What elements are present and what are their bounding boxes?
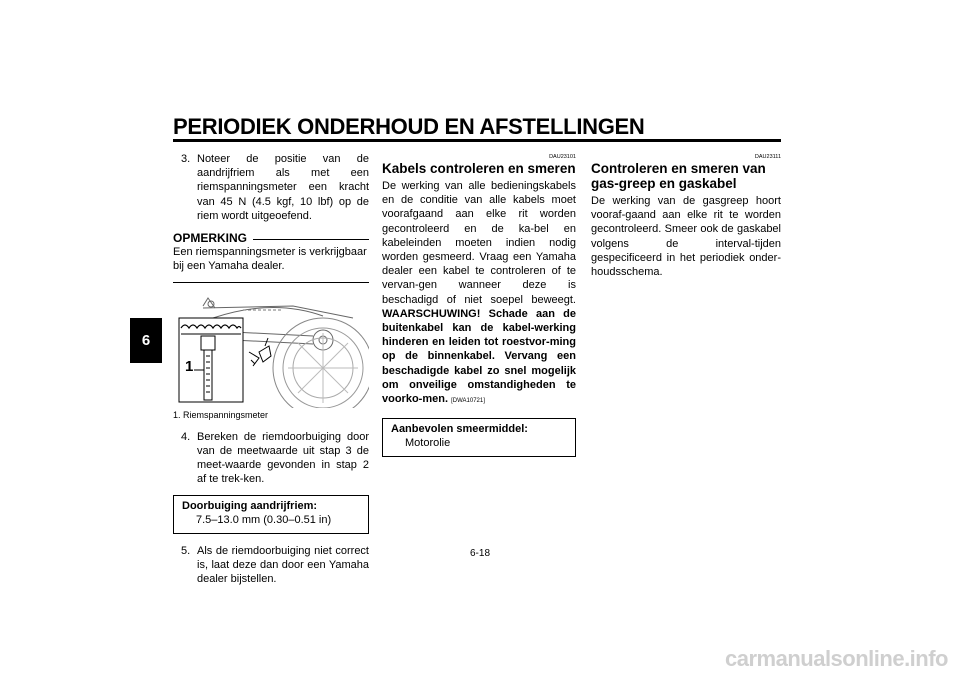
spec-box-lubricant xyxy=(382,418,576,457)
column-3 xyxy=(591,154,781,279)
page-header-title: PERIODIEK ONDERHOUD EN AFSTELLINGEN xyxy=(173,114,645,139)
step-text: Als de riemdoorbuiging niet correct is, laat deze dan door een Yamaha dealer bijstellen. xyxy=(197,544,369,586)
figure-caption: 1. Riemspanningsmeter xyxy=(173,409,269,420)
note-heading-label: OPMERKING xyxy=(173,231,248,246)
section-body xyxy=(382,179,576,408)
section-body-text: De werking van alle bedieningskabels en de conditie van alle kabels moet voorafgaand aan elke rit worden gecontroleerd en de ka-bel en kabeleinden moeten indien nodig worden gesmeerd. Vraag een Yamaha dealer een kabel te controleren of te vervan-gen wanneer deze is beschadigd of niet soepel beweegt. xyxy=(382,180,576,306)
note-text: Een riemspanningsmeter is verkrijgbaar bij een Yamaha dealer. xyxy=(173,246,367,273)
spec-value: Motorolie xyxy=(405,437,451,450)
spec-label: Doorbuiging aandrijfriem: xyxy=(182,499,318,512)
section-body: De werking van de gasgreep hoort vooraf-gaand aan elke rit te worden gecontroleerd. Smeer ook de gaskabel volgens de interval-tijden gespecificeerd in het periodiek onder-houdsschema. xyxy=(591,195,781,279)
page-number: 6-18 xyxy=(470,548,491,559)
step-text: Bereken de riemdoorbuiging door van de meetwaarde uit stap 3 de meet-waarde gevonden in stap 2 af te trek-ken. xyxy=(197,430,369,486)
spec-value: 7.5–13.0 mm (0.30–0.51 in) xyxy=(196,513,332,526)
section-title: Kabels controleren en smeren xyxy=(382,161,576,176)
header-rule xyxy=(173,139,781,142)
step-text: Noteer de positie van de aandrijfriem als met een riemspanningsmeter een kracht van 45 N (4.5 kgf, 10 lbf) op de riem wordt uitgeoefend. xyxy=(197,153,369,222)
warning-text: WAARSCHUWING! Schade aan de buitenkabel kan de kabel-werking hinderen en leiden tot roestvor-ming op de binnenkabel. Vervang een beschadigde kabel zo snel mogelijk om onveilige omstandigheden te voorko-men. xyxy=(382,307,576,406)
warning-code: [DWA10721] xyxy=(451,398,485,405)
figure-callout-1: 1 xyxy=(185,357,194,375)
watermark: carmanualsonline.info xyxy=(725,646,948,671)
note-end-rule xyxy=(173,282,369,283)
step-number: 4. xyxy=(181,430,191,443)
column-1 xyxy=(173,152,369,586)
figure-illustration xyxy=(173,288,369,408)
section-title: Controleren en smeren van gas-greep en gaskabel xyxy=(591,161,766,191)
chapter-tab: 6 xyxy=(130,318,162,363)
step-number: 3. xyxy=(181,153,191,165)
step-5 xyxy=(173,544,369,587)
section-code: DAU23101 xyxy=(549,154,576,160)
step-4 xyxy=(173,430,369,487)
section-code: DAU23111 xyxy=(754,154,781,160)
figure-belt-tension-gauge xyxy=(173,288,369,408)
spec-box-belt-deflection xyxy=(173,495,369,534)
step-number: 5. xyxy=(181,544,191,557)
column-2 xyxy=(382,154,576,457)
step-3 xyxy=(173,152,369,223)
note-heading xyxy=(173,231,369,245)
spec-label: Aanbevolen smeermiddel: xyxy=(391,423,528,436)
note-heading-rule xyxy=(253,239,369,240)
